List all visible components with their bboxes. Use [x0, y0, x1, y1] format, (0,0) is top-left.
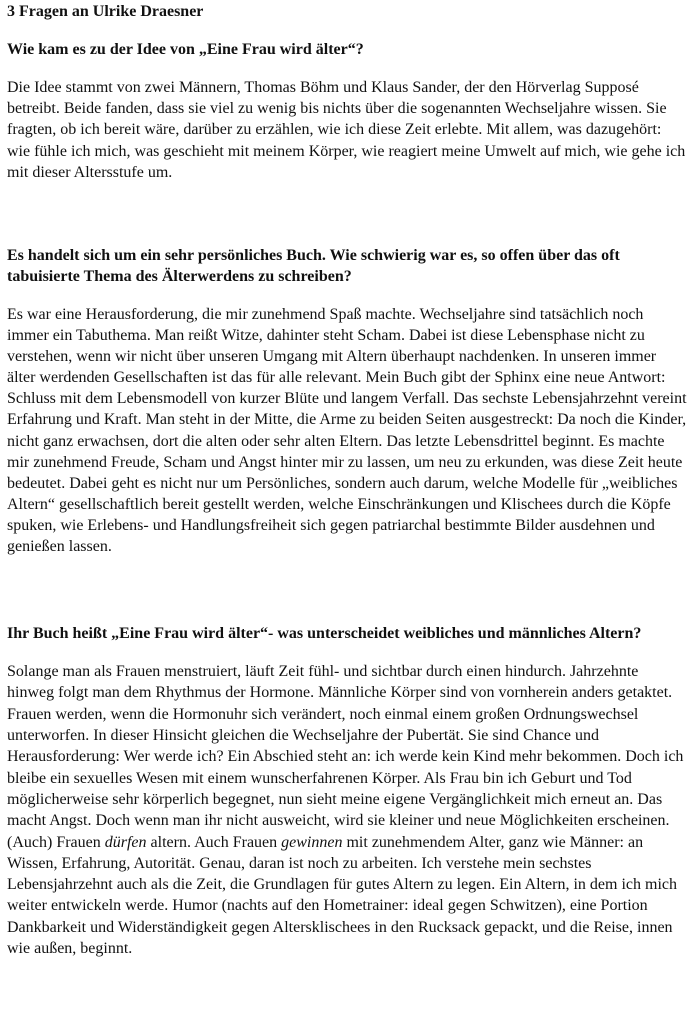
answer-3-emphasis-duerfen: dürfen	[104, 833, 147, 851]
answer-3-part-1: Solange man als Frauen menstruiert, läuft Zeit fühl- und sichtbar durch einen hindurch. Jahrzehnte hinweg folgt man dem Rhythmus der Hormone. Männliche Körper sind von vornherein anders getaktet. Frauen werden, wenn die Hormonuhr sich verändert, noch einmal einem großen Ordnungswechsel unterworfen. In dieser Hinsicht gleichen die Wechseljahre der Pubertät. Sie sind Chance und Herausforderung: Wer werde ich? Ein Abschied steht an: ich werde kein Kind mehr bekommen. Doch ich bleibe ein sexuelles Wesen mit einem wunscherfahrenen Körper. Als Frau bin ich Geburt und Tod möglicherweise sehr körperlich begegnet, nun sieht meine eigene Vergänglichkeit mich erneut an. Das macht Angst. Doch wenn man ihr nicht ausweicht, wird sie kleiner und neue Möglichkeiten erscheinen. (Auch) Frauen	[7, 663, 684, 851]
document-title: 3 Fragen an Ulrike Draesner	[7, 3, 204, 20]
question-3: Ihr Buch heißt „Eine Frau wird älter“- was unterscheidet weibliches und männliches Altern?	[7, 625, 642, 643]
answer-3-part-2: altern. Auch Frauen	[146, 833, 282, 851]
document-page	[7, 0, 687, 959]
answer-1: Die Idee stammt von zwei Männern, Thomas Böhm und Klaus Sander, der den Hörverlag Supposé betreibt. Beide fanden, dass sie viel zu wenig bis nichts über die sogenannten Wechseljahre wissen. Sie fragten, ob ich bereit wäre, darüber zu erzählen, wie ich diese Zeit erlebte. Mit allem, was dazugehört: wie fühle ich mich, was geschieht mit meinem Körper, wie reagiert meine Umwelt auf mich, wie gehe ich mit dieser Altersstufe um.	[7, 79, 686, 181]
question-2: Es handelt sich um ein sehr persönliches Buch. Wie schwierig war es, so offen über das oft tabuisierte Thema des Älterwerdens zu schreiben?	[7, 247, 620, 286]
answer-3	[7, 661, 687, 959]
question-1: Wie kam es zu der Idee von „Eine Frau wird älter“?	[7, 41, 364, 58]
answer-2: Es war eine Herausforderung, die mir zunehmend Spaß machte. Wechseljahre sind tatsächlich noch immer ein Tabuthema. Man reißt Witze, dahinter steht Scham. Dabei ist diese Lebensphase nicht zu verstehen, wenn wir nicht über unseren Umgang mit Altern überhaupt nachdenken. In unseren immer älter werdenden Gesellschaften ist das für alle relevant. Mein Buch gibt der Sphinx eine neue Antwort: Schluss mit dem Lebensmodell von kurzer Blüte und langem Verfall. Das sechste Lebensjahrzehnt vereint Erfahrung und Kraft. Man steht in der Mitte, die Arme zu beiden Seiten ausgestreckt: Da noch die Kinder, nicht ganz erwachsen, dort die alten oder sehr alten Eltern. Das letzte Lebensdrittel beginnt. Es machte mir zunehmend Freude, Scham und Angst hinter mir zu lassen, um neu zu erkunden, was diese Zeit heute bedeutet. Dabei geht es nicht nur um Persönliches, sondern auch darum, welche Modelle für „weibliches Altern“ gesellschaftlich bereit gestellt werden, welche Einschränkungen und Klischees durch die Köpfe spuken, wie Erlebens- und Handlungsfreiheit sich gegen patriarchal bestimmte Bilder ausdehnen und genießen lassen.	[7, 306, 687, 556]
answer-3-emphasis-gewinnen: gewinnen	[281, 833, 343, 851]
answer-3-part-3: mit zunehmendem Alter, ganz wie Männer: an Wissen, Erfahrung, Autorität. Genau, daran ist noch zu arbeiten. Ich verstehe mein sechstes Lebensjahrzehnt auch als die Zeit, die Grundlagen für gutes Altern zu legen. Ein Altern, in dem ich mich weiter entwickeln werde. Humor (nachts auf den Hometrainer: ideal gegen Schwitzen), eine Portion Dankbarkeit und Widerständigkeit gegen Altersklischees in den Rucksack gepackt, und die Reise, innen wie außen, beginnt.	[7, 833, 678, 957]
